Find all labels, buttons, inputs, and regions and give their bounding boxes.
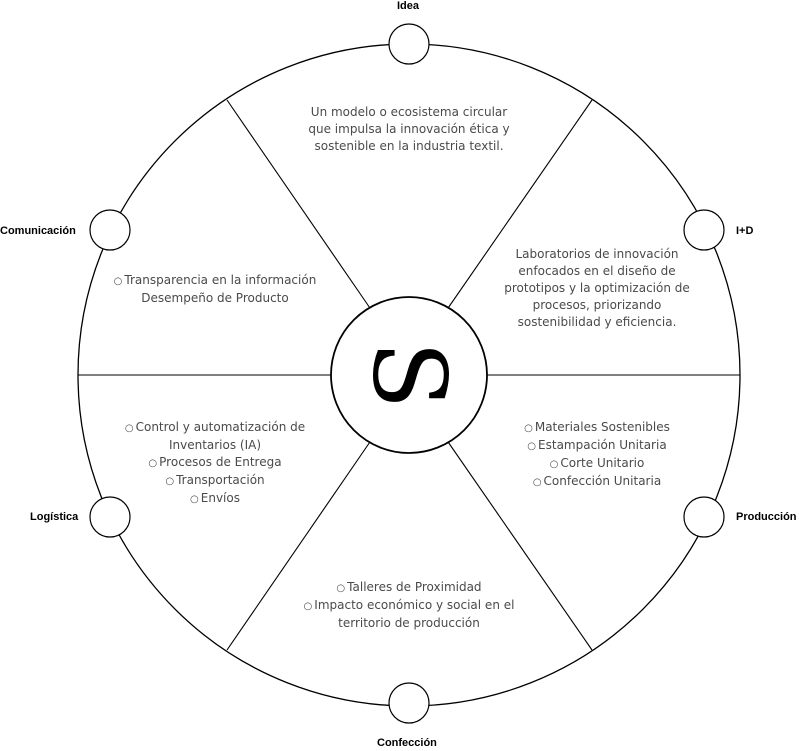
segment-line: prototipos y la optimización de xyxy=(504,281,690,295)
segment-line: Envíos xyxy=(200,491,240,505)
stage-label-id: I+D xyxy=(736,225,754,237)
segment-line: Transportación xyxy=(176,473,265,487)
segment-line: Estampación Unitaria xyxy=(538,438,667,452)
segment-line: territorio de producción xyxy=(338,616,480,630)
bullet-icon: ○ xyxy=(190,494,199,505)
bullet-icon: ○ xyxy=(303,601,313,612)
segment-bullet-item xyxy=(497,455,697,473)
bullet-icon: ○ xyxy=(524,423,533,434)
segment-text-produccion xyxy=(497,419,697,491)
segment-bullet-item xyxy=(110,472,320,490)
stage-label-comunicacion: Comunicación xyxy=(0,225,76,237)
bullet-icon: ○ xyxy=(532,477,542,488)
segment-line: Impacto económico y social en el xyxy=(314,598,515,612)
segment-line: enfocados en el diseño de xyxy=(518,264,676,278)
stage-label-idea: Idea xyxy=(397,0,420,12)
node-produccion xyxy=(684,497,724,537)
stage-label-logistica: Logística xyxy=(30,511,79,523)
bullet-icon: ○ xyxy=(113,276,123,287)
bullet-icon: ○ xyxy=(165,476,175,487)
segment-bullet-item xyxy=(497,437,697,455)
stage-label-confeccion: Confección xyxy=(377,737,437,749)
segment-bullet-item xyxy=(284,597,534,615)
segment-line: Corte Unitario xyxy=(560,456,645,470)
segment-bullet-item xyxy=(497,473,697,491)
segment-line: Control y automatización de xyxy=(135,420,306,434)
segment-line: procesos, priorizando xyxy=(532,298,662,312)
segment-text-idea xyxy=(289,104,529,155)
node-id xyxy=(684,210,724,250)
bullet-icon: ○ xyxy=(148,458,158,469)
segment-line: Transparencia en la información xyxy=(124,273,317,287)
segment-line: Procesos de Entrega xyxy=(159,455,282,469)
bullet-icon: ○ xyxy=(124,423,134,434)
node-idea xyxy=(389,24,429,64)
segment-bullet-item xyxy=(497,419,697,437)
node-comunicacion xyxy=(90,210,130,250)
segment-line: Desempeño de Producto xyxy=(141,291,289,305)
segment-text-comunicacion xyxy=(100,272,330,307)
segment-text-confeccion xyxy=(284,579,534,632)
segment-line: Inventarios (IA) xyxy=(168,438,262,452)
bullet-icon: ○ xyxy=(336,583,346,594)
segment-line: Talleres de Proximidad xyxy=(347,580,482,594)
node-confeccion xyxy=(389,683,429,723)
segment-line: que impulsa la innovación ética y xyxy=(308,122,510,136)
segment-text-logistica xyxy=(110,419,320,508)
segment-bullet-item xyxy=(110,454,320,472)
segment-bullet-item xyxy=(110,419,320,437)
center-logo: S xyxy=(350,340,468,410)
segment-line: Un modelo o ecosistema circular xyxy=(310,105,508,119)
segment-text-id xyxy=(487,246,707,331)
segment-line: Laboratorios de innovación xyxy=(515,247,679,261)
bullet-icon: ○ xyxy=(527,441,537,452)
segment-bullet-item xyxy=(284,579,534,597)
stage-label-produccion: Producción xyxy=(736,511,797,523)
segment-line: sostenible en la industria textil. xyxy=(314,139,504,153)
segment-line: sostenibilidad y eficiencia. xyxy=(517,315,677,329)
segment-bullet-item xyxy=(110,490,320,508)
segment-bullet-item xyxy=(100,272,330,290)
bullet-icon: ○ xyxy=(549,459,559,470)
segment-line: Materiales Sostenibles xyxy=(534,420,670,434)
segment-line: Confección Unitaria xyxy=(543,474,662,488)
